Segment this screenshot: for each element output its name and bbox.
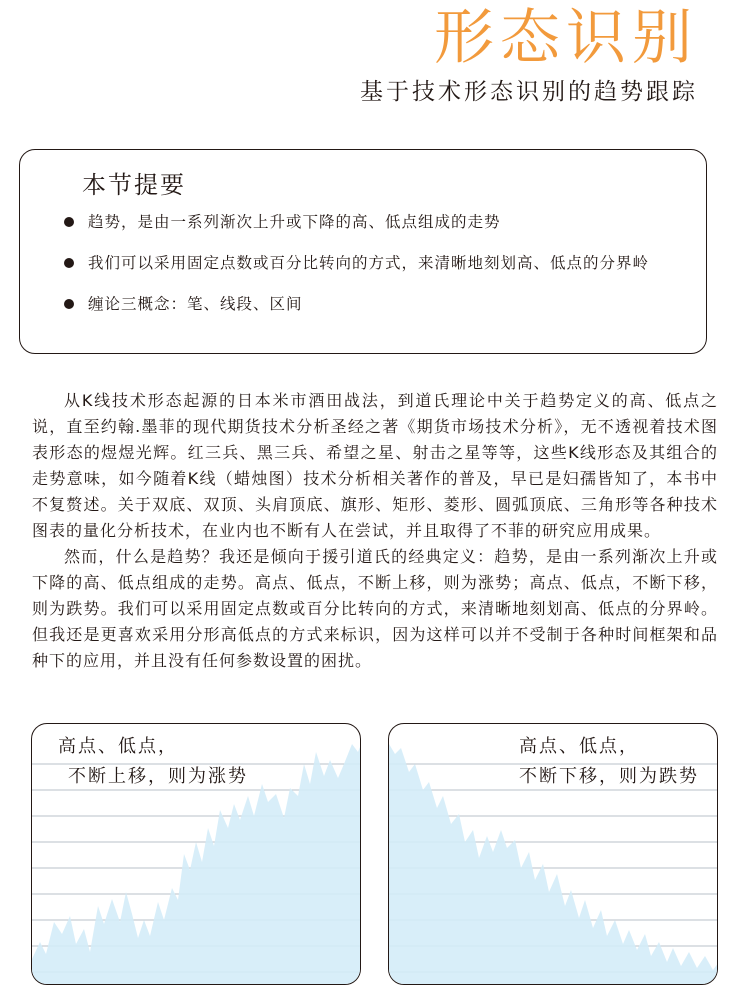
summary-item [64,253,694,273]
bullet-icon [64,217,74,227]
summary-item-text: 我们可以采用固定点数或百分比转向的方式，来清晰地刻划高、低点的分界岭 [88,254,650,272]
bullet-icon [64,258,74,268]
downtrend-caption-line2: 不断下移，则为跌势 [519,766,699,787]
summary-item [64,294,694,314]
uptrend-caption-line1: 高点、低点， [58,736,178,757]
body-text [32,388,718,674]
downtrend-caption [519,732,699,792]
summary-box [19,149,707,354]
body-paragraph: 从K线技术形态起源的日本米市酒田战法，到道氏理论中关于趋势定义的高、低点之说，直至约翰.墨菲的现代期货技术分析圣经之著《期货市场技术分析》，无不透视着技术图表形态的煜煜光辉。红三兵、黑三兵、希望之星、射击之星等等，这些K线形态及其组合的走势意味，如今随着K线（蜡烛图）技术分析相关著作的普及，早已是妇孺皆知了，本书中不复赘述。关于双底、双顶、头肩顶底、旗形、矩形、菱形、圆弧顶底、三角形等各种技术图表的量化分析技术，在业内也不断有人在尝试，并且取得了不菲的研究应用成果。 [32,391,718,540]
downtrend-illustration [388,723,718,985]
summary-heading: 本节提要 [82,171,186,199]
bullet-icon [64,299,74,309]
summary-item-text: 趋势，是由一系列渐次上升或下降的高、低点组成的走势 [88,213,501,231]
body-paragraph: 然而，什么是趋势？我还是倾向于援引道氏的经典定义：趋势，是由一系列渐次上升或下降的高、低点组成的走势。高点、低点，不断上移，则为涨势；高点、低点，不断下移，则为跌势。我们可以采用固定点数或百分比转向的方式，来清晰地刻划高、低点的分界岭。但我还是更喜欢采用分形高低点的方式来标识，因为这样可以并不受制于各种时间框架和品种下的应用，并且没有任何参数设置的困扰。 [32,547,718,670]
downtrend-caption-line1: 高点、低点， [519,736,639,757]
page-subtitle: 基于技术形态识别的趋势跟踪 [360,79,698,105]
summary-item [64,212,694,232]
uptrend-illustration [31,723,361,985]
page-title: 形态识别 [434,3,698,73]
summary-item-text: 缠论三概念：笔、线段、区间 [88,295,303,313]
summary-list [64,212,694,314]
uptrend-caption-line2: 不断上移，则为涨势 [68,766,248,787]
uptrend-caption [58,732,248,792]
